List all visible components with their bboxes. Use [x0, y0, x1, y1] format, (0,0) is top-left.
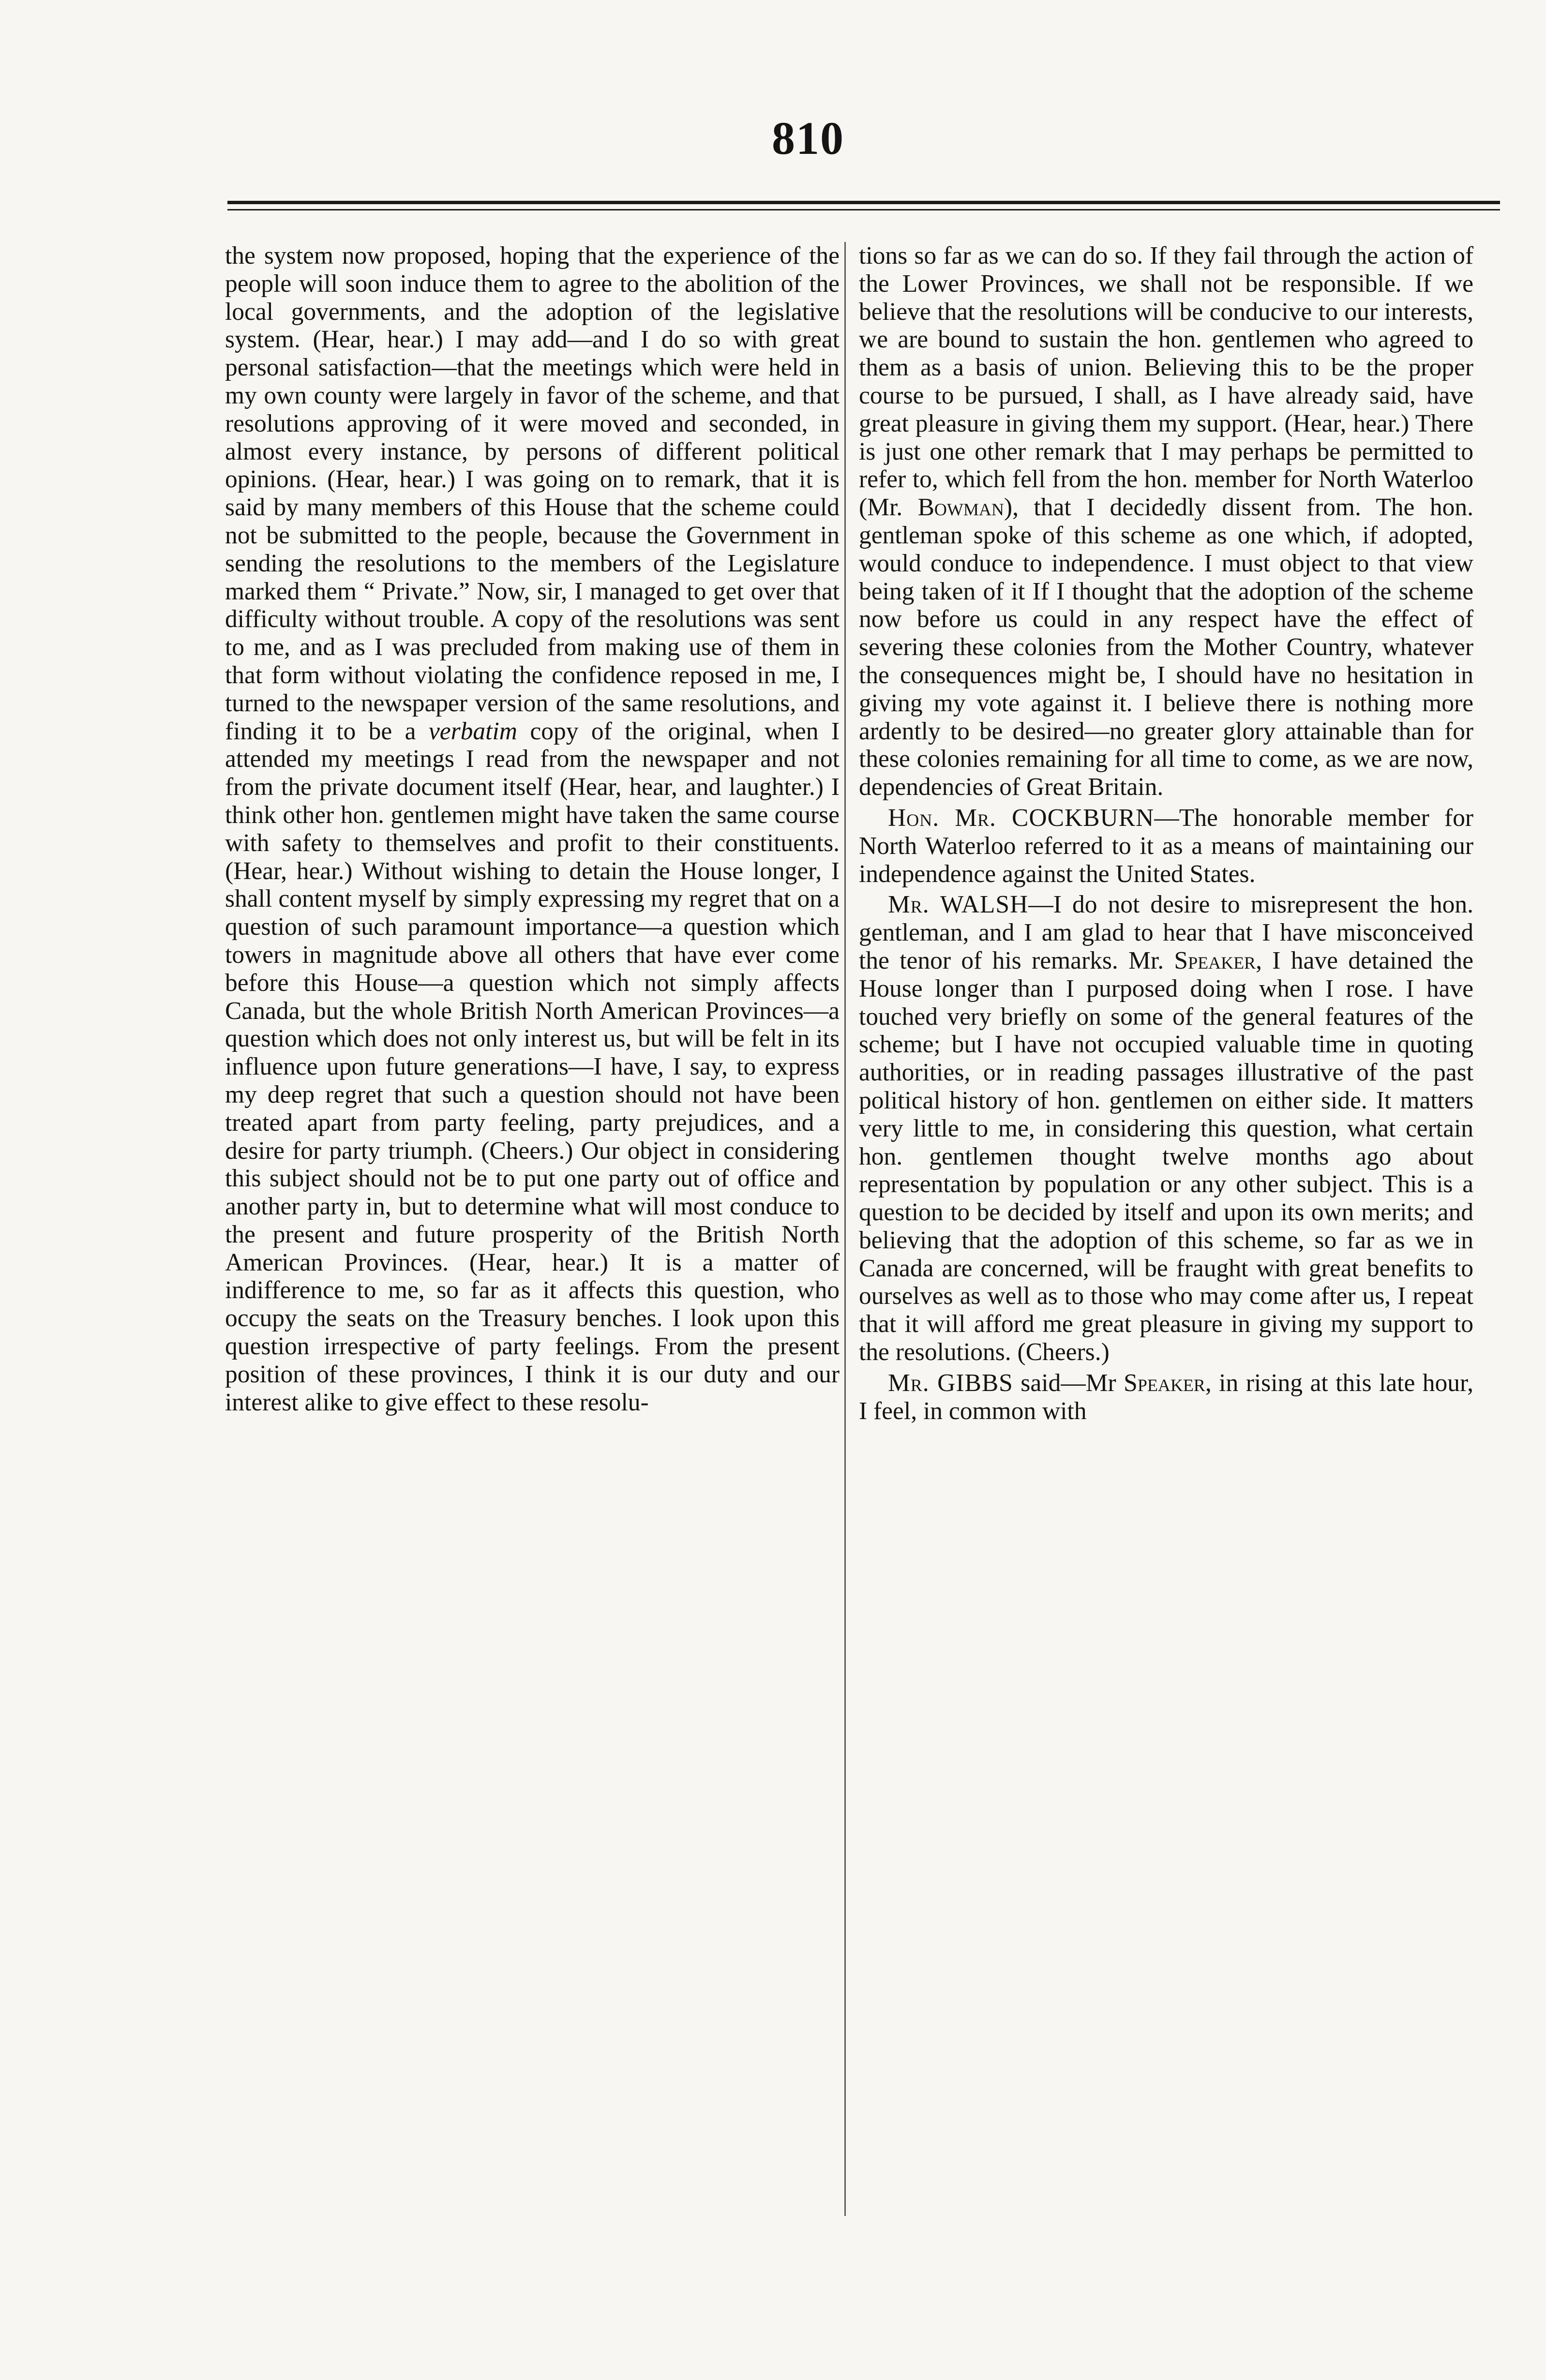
gibbs-text-a: said—Mr [1021, 1369, 1116, 1397]
gibbs-text-b: , in rising at this late hour, I feel, in common with [859, 1369, 1473, 1425]
gibbs-paragraph [859, 1369, 1473, 1425]
speaker-walsh: Mr. WALSH [888, 891, 1029, 919]
cockburn-text: —The honorable member for North Waterloo referred to it as a means of maintaining our independence against the United States. [859, 804, 1473, 888]
right-column [859, 242, 1473, 1428]
left-paragraph-1-text: the system now proposed, hoping that the experience of the people will soon induce them to agree to the abolition of the local governments, and the adoption of the legislative system. (Hear, hear.) I may add—and I do so with great personal satisfaction—that the meetings which were held in my own county were largely in favor of the scheme, and that resolutions approving of it were moved and seconded, in almost every instance, by persons of different political opinions. (Hear, hear.) I was going on to remark, that it is said by many members of this House that the scheme could not be submitted to the people, because the Government in sending the resolutions to the members of the Legislature marked them “ Private.” Now, sir, I managed to get over that difficulty without trouble. A copy of the resolutions was sent to me, and as I was precluded from making use of them in that form without violating the confidence reposed in me, I turned to the newspaper version of the same resolutions, and finding it to be a [225, 242, 840, 745]
bowman-name: Bowman [917, 494, 1004, 522]
walsh-text-a: —I do not desire to misrepresent the hon. gentleman, and I am glad to hear that I have misconceived the tenor of his remarks. Mr. [859, 891, 1473, 974]
speaker-title-2: Speaker [1124, 1369, 1205, 1397]
header-rule-thick [227, 201, 1500, 204]
left-column [225, 242, 840, 1419]
speaker-gibbs: Mr. GIBBS [888, 1369, 1013, 1397]
speaker-title: Speaker [1174, 946, 1256, 974]
right-paragraph-1-text: tions so far as we can do so. If they fail through the action of the Lower Provinces, we shall not be responsible. If we believe that the resolutions will be conducive to our interests, we are bound to sustain the hon. gentlemen who agreed to them as a basis of union. Believing this to be the proper course to be pursued, I shall, as I have already said, have great pleasure in giving them my support. (Hear, hear.) There is just one other remark that I may perhaps be permitted to refer to, which fell from the hon. member for North Waterloo (Mr. [859, 242, 1473, 522]
column-divider [844, 242, 846, 2216]
walsh-paragraph [859, 891, 1473, 1366]
cockburn-paragraph [859, 804, 1473, 888]
page-number: 810 [772, 112, 844, 164]
left-paragraph-1-end: copy of the original, when I attended my meetings I read from the newspaper and not from the private document itself (Hear, hear, and laughter.) I think other hon. gentlemen might have taken the same course with safety to themselves and profit to their constituents. (Hear, hear.) Without wishing to detain the House longer, I shall content myself by simply expressing my regret that on a question of such paramount importance—a question which towers in magnitude above all others that have ever come before this House—a question which not simply affects Canada, but the whole British North American Provinces—a question which does not only interest us, but will be felt in its influence upon future generations—I have, I say, to express my deep regret that such a question should not have been treated apart from party feeling, party prejudices, and a desire for party triumph. (Cheers.) Our object in considering this subject should not be to put one party out of office and another party in, but to determine what will most conduce to the present and future prosperity of the British North American Provinces. (Hear, hear.) It is a matter of indifference to me, so far as it affects this question, who occupy the seats on the Treasury benches. I look upon this question irrespective of party feelings. From the present position of these provinces, I think it is our duty and our interest alike to give effect to these resolu- [225, 717, 840, 1416]
right-paragraph-1-end: ), that I decidedly dissent from. The hon. gentleman spoke of this scheme as one which, if adopted, would conduce to independence. I must object to that view being taken of it If I thought that the adoption of the scheme now before us could in any respect have the effect of severing these colonies from the Mother Country, whatever the consequences might be, I should have no hesitation in giving my vote against it. I believe there is nothing more ardently to be desired—no greater glory attainable than for these colonies remaining for all time to come, as we are now, dependencies of Great Britain. [859, 494, 1473, 801]
verbatim-italic: verbatim [428, 717, 517, 745]
walsh-text-b: , I have detained the House longer than I purposed doing when I rose. I have touched very briefly on some of the general features of the scheme; but I have not occupied valuable time in quoting authorities, or in reading passages illustrative of the past political history of hon. gentlemen on either side. It matters very little to me, in considering this question, what certain hon. gentlemen thought twelve months ago about representation by population or any other subject. This is a question to be decided by itself and upon its own merits; and believing that the adoption of this scheme, so far as we in Canada are concerned, will be fraught with great benefits to ourselves as well as to those who may come after us, I repeat that it will afford me great pleasure in giving my support to the resolutions. (Cheers.) [859, 946, 1473, 1366]
left-paragraph-1 [225, 242, 840, 1416]
header-rule-thin [227, 209, 1500, 210]
speaker-cockburn: Hon. Mr. COCKBURN [888, 804, 1155, 832]
right-paragraph-1 [859, 242, 1473, 801]
